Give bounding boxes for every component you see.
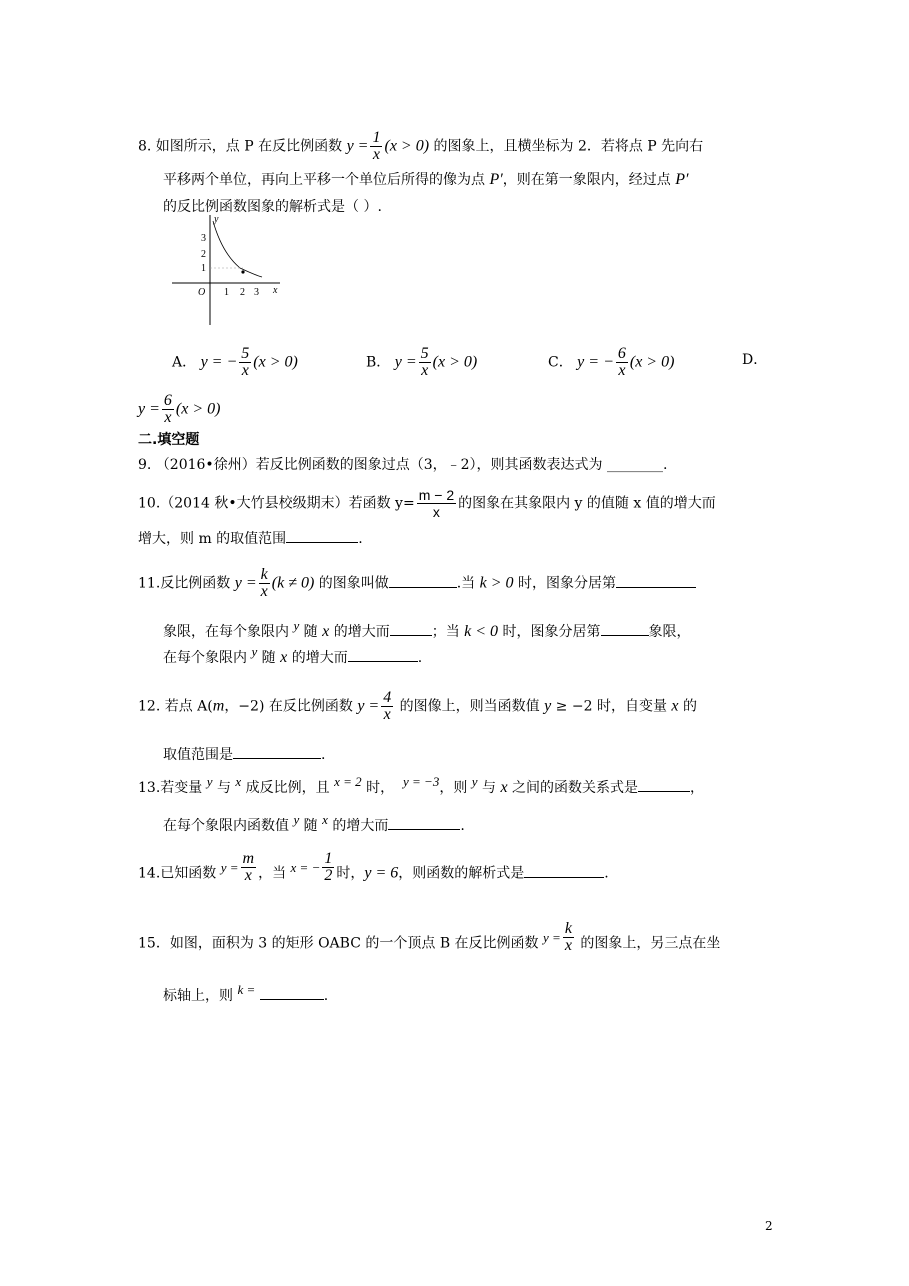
y-axis-label: y	[214, 214, 219, 225]
q13-blank-1	[638, 777, 690, 792]
x-tick-2: 2	[240, 287, 245, 298]
x-axis-label: x	[273, 285, 278, 296]
q12-line1: 12. 若点 A(m，−2) 在反比例函数 y = $\frac{4}{x}$ 的图像上，则当函数值 y ≥ −2 时，自变量 x 的	[138, 689, 697, 723]
q15-line1: 15．如图，面积为 3 的矩形 OABC 的一个顶点 B 在反比例函数 y = $\frac{k}{x}$ 的图象上，另三点在坐	[138, 920, 721, 954]
q11-line1: 11.反比例函数 y = $\frac{k}{x}$ (k ≠ 0) 的图象叫做 .当 k > 0 时，图象分居第	[138, 567, 696, 600]
q15-line2: 标轴上，则 k = .	[163, 982, 329, 1004]
page-number: 2	[765, 1219, 773, 1233]
q8-option-d-label: D．	[742, 352, 768, 368]
q11-blank-2	[616, 573, 696, 588]
q11-blank-1	[389, 573, 457, 588]
q8-line3: 的反比例函数图象的解析式是（ ）.	[163, 199, 382, 215]
q12-blank	[233, 744, 321, 759]
q13-line2: 在每个象限内函数值 y 随 x 的增大而 .	[163, 812, 465, 834]
q11-line3: 在每个象限内 y 随 x 的增大而 .	[163, 644, 423, 666]
q8-line2: 平移两个单位，再向上平移一个单位后所得的像为点 P′，则在第一象限内，经过点 P′	[163, 171, 689, 188]
y-tick-1: 1	[201, 263, 206, 274]
y-tick-2: 2	[201, 249, 206, 260]
q11-blank-4	[601, 621, 649, 636]
q13-blank-2	[388, 815, 460, 830]
q11-blank-3	[390, 621, 432, 636]
q8-option-a: A． y = − $\frac{5}{x}$ (x > 0)	[172, 345, 298, 379]
q10-line2: 增大，则 m 的取值范围 .	[138, 528, 363, 549]
q10-line1: 10.（2014 秋•大竹县校级期末）若函数 y= $\frac{m - 2}{x}$ 的图象在其象限内 y 的值随 x 值的增大而	[138, 487, 716, 520]
q15-blank	[260, 985, 324, 1000]
q8-option-d: y = $\frac{6}{x}$ (x > 0)	[138, 392, 221, 426]
q10-blank	[286, 528, 358, 543]
q8-option-c: C． y = − $\frac{6}{x}$ (x > 0)	[548, 345, 675, 379]
q11-blank-5	[348, 647, 418, 662]
origin-label: O	[198, 287, 206, 298]
q8-graph	[170, 213, 285, 328]
q14-blank	[524, 863, 604, 878]
q13-line1: 13.若变量 y 与 x 成反比例，且 x = 2 时， y = −3，则 y 与 x 之间的函数关系式是 ，	[138, 774, 705, 796]
point-p	[241, 270, 244, 273]
x-tick-3: 3	[254, 287, 259, 298]
q8-option-b: B． y = $\frac{5}{x}$ (x > 0)	[366, 345, 478, 379]
q8-line1: 8. 如图所示，点 P 在反比例函数 y = $\frac{1}{x}$ (x > 0) 的图象上，且横坐标为 2．若将点 P 先向右	[138, 129, 704, 163]
q9: 9. （2016•徐州）若反比例函数的图象过点（3，﹣2），则其函数表达式为 ________.	[138, 457, 668, 473]
x-tick-1: 1	[224, 287, 229, 298]
q11-line2: 象限，在每个象限内 y 随 x 的增大而 ；当 k < 0 时，图象分居第 象限，	[163, 618, 691, 640]
q14: 14.已知函数 y = $\frac{m}{x}$ ，当 x = − $\frac{1}{2}$ 时，y = 6，则函数的解析式是 .	[138, 850, 609, 884]
q12-line2: 取值范围是 .	[163, 744, 325, 765]
y-tick-3: 3	[201, 233, 206, 244]
section-heading: 二.填空题	[138, 432, 200, 448]
